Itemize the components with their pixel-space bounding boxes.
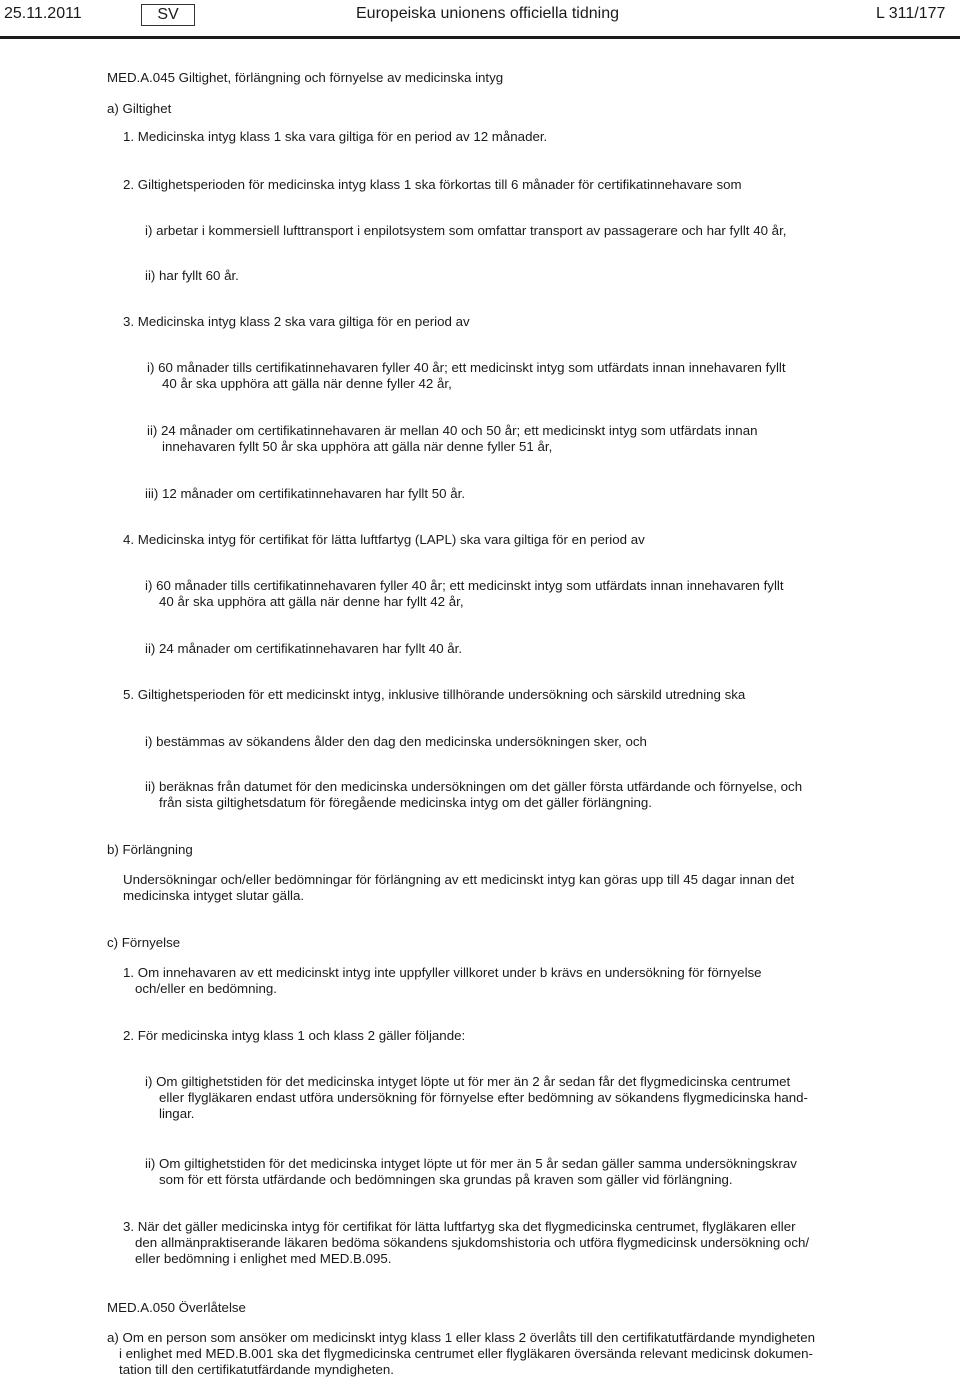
paragraph-continuation: i enlighet med MED.B.001 ska det flygmedicinska centrumet eller flygläkaren översända relevant medicinsk dokumen- <box>119 1346 813 1361</box>
journal-title: Europeiska unionens officiella tidning <box>356 5 619 22</box>
header-rule <box>0 36 960 39</box>
paragraph: 3. När det gäller medicinska intyg för certifikat för lätta luftfartyg ska det flygmedicinska centrumet, flygläkaren eller <box>123 1219 796 1234</box>
subsection-heading-fornyelse: c) Förnyelse <box>107 935 181 950</box>
section-heading-med-a-050: MED.A.050 Överlåtelse <box>107 1300 246 1315</box>
paragraph-continuation: medicinska intyget slutar gälla. <box>123 888 305 903</box>
paragraph-continuation: eller bedömning i enlighet med MED.B.095. <box>135 1251 392 1266</box>
paragraph-continuation: den allmänpraktiserande läkaren bedöma sökandens sjukdomshistoria och utföra flygmedicinsk undersökning och/ <box>135 1235 810 1250</box>
subsection-heading-forlangning: b) Förlängning <box>107 842 193 857</box>
paragraph-continuation: och/eller en bedömning. <box>135 981 277 996</box>
subsection-heading-giltighet: a) Giltighet <box>107 101 172 116</box>
paragraph: 1. Medicinska intyg klass 1 ska vara giltiga för en period av 12 månader. <box>123 129 548 144</box>
list-item: ii) Om giltighetstiden för det medicinska intyget löpte ut för mer än 5 år sedan gäller samma undersökningskrav <box>145 1156 797 1171</box>
list-item-continuation: lingar. <box>159 1106 195 1121</box>
section-heading-med-a-045: MED.A.045 Giltighet, förlängning och förnyelse av medicinska intyg <box>107 70 504 85</box>
list-item: i) 60 månader tills certifikatinnehavaren fyller 40 år; ett medicinskt intyg som utfärdats innan innehavaren fyllt <box>145 578 784 593</box>
paragraph: 3. Medicinska intyg klass 2 ska vara giltiga för en period av <box>123 314 470 329</box>
list-item-continuation: 40 år ska upphöra att gälla när denne har fyllt 42 år, <box>159 594 464 609</box>
list-item: iii) 12 månader om certifikatinnehavaren har fyllt 50 år. <box>145 486 466 501</box>
list-item-continuation: eller flygläkaren endast utföra undersökning för förnyelse efter bedömning av sökandens flygmedicinska hand- <box>159 1090 808 1105</box>
list-item: i) Om giltighetstiden för det medicinska intyget löpte ut för mer än 2 år sedan får det flygmedicinska centrumet <box>145 1074 791 1089</box>
paragraph: 4. Medicinska intyg för certifikat för lätta luftfartyg (LAPL) ska vara giltiga för en period av <box>123 532 645 547</box>
list-item: ii) 24 månader om certifikatinnehavaren har fyllt 40 år. <box>145 641 463 656</box>
list-item: ii) har fyllt 60 år. <box>145 268 239 283</box>
list-item-continuation: som för ett första utfärdande och bedömningen ska grundas på kraven som gäller vid förlängning. <box>159 1172 733 1187</box>
list-item: ii) 24 månader om certifikatinnehavaren är mellan 40 och 50 år; ett medicinskt intyg som utfärdats innan <box>147 423 758 438</box>
list-item: i) 60 månader tills certifikatinnehavaren fyller 40 år; ett medicinskt intyg som utfärdats innan innehavaren fyllt <box>147 360 786 375</box>
paragraph-continuation: tation till den certifikatutfärdande myndigheten. <box>119 1362 394 1377</box>
language-badge: SV <box>141 4 195 26</box>
paragraph: 1. Om innehavaren av ett medicinskt intyg inte uppfyller villkoret under b krävs en undersökning för förnyelse <box>123 965 762 980</box>
paragraph: 5. Giltighetsperioden för ett medicinskt intyg, inklusive tillhörande undersökning och särskild utredning ska <box>123 687 746 702</box>
list-item: i) arbetar i kommersiell lufttransport i enpilotsystem som omfattar transport av passagerare och har fyllt 40 år, <box>145 223 787 238</box>
list-item: i) bestämmas av sökandens ålder den dag den medicinska undersökningen sker, och <box>145 734 647 749</box>
list-item-continuation: innehavaren fyllt 50 år ska upphöra att gälla när denne fyller 51 år, <box>162 439 553 454</box>
list-item-continuation: 40 år ska upphöra att gälla när denne fyller 42 år, <box>162 376 452 391</box>
list-item-continuation: från sista giltighetsdatum för föregående medicinska intyg om det gäller förlängning. <box>159 795 652 810</box>
paragraph: 2. För medicinska intyg klass 1 och klass 2 gäller följande: <box>123 1028 466 1043</box>
page-header <box>0 5 960 27</box>
paragraph: a) Om en person som ansöker om medicinskt intyg klass 1 eller klass 2 överlåts till den certifikatutfärdande myndigheten <box>107 1330 816 1345</box>
page-reference: L 311/177 <box>876 5 946 22</box>
paragraph: Undersökningar och/eller bedömningar för förlängning av ett medicinskt intyg kan göras upp till 45 dagar innan det <box>123 872 795 887</box>
list-item: ii) beräknas från datumet för den medicinska undersökningen om det gäller första utfärdande och förnyelse, och <box>145 779 803 794</box>
header-date: 25.11.2011 <box>4 5 82 22</box>
paragraph: 2. Giltighetsperioden för medicinska intyg klass 1 ska förkortas till 6 månader för certifikatinnehavare som <box>123 177 742 192</box>
